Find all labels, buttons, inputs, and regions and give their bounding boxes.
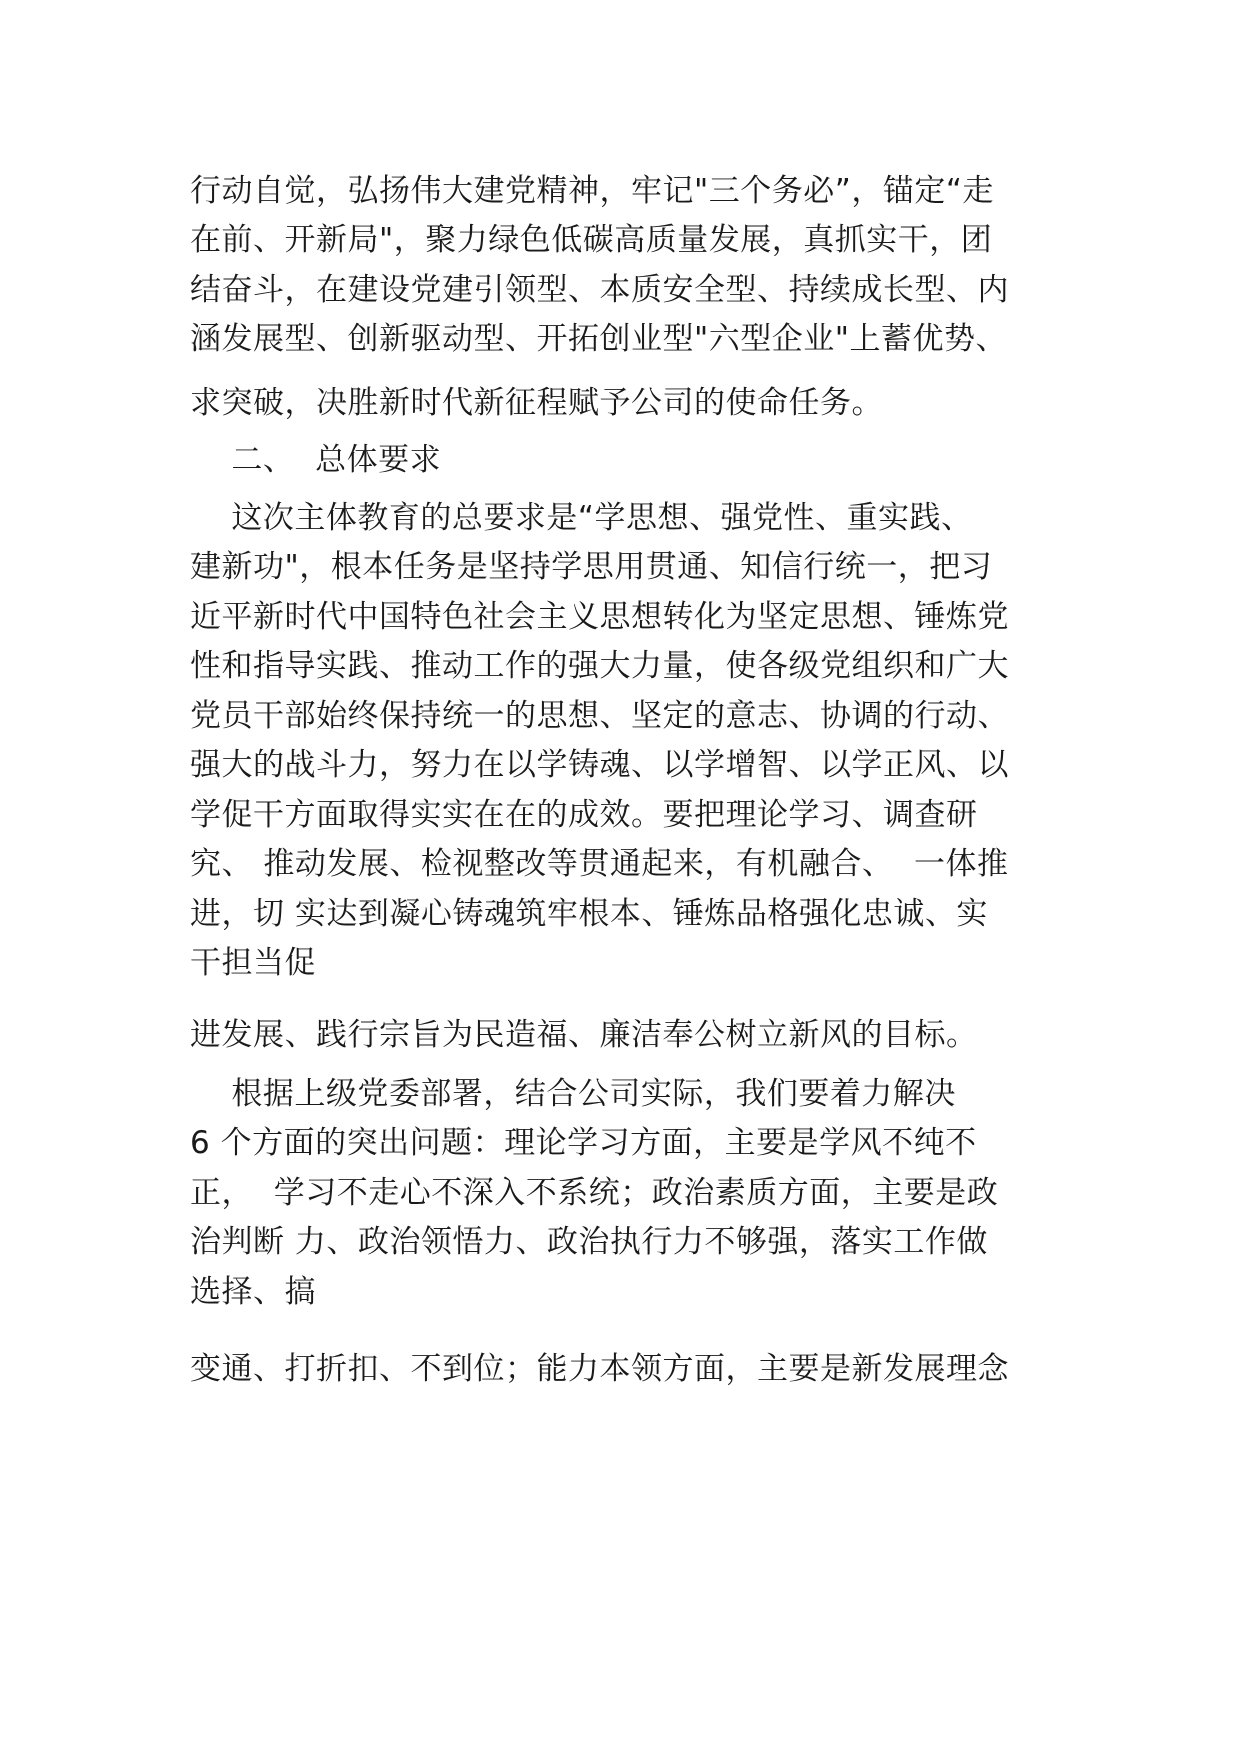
text-line: 性和指导实践、推动工作的强大力量，使各级党组织和广大: [190, 648, 1009, 684]
text-line: 党员干部始终保持统一的思想、坚定的意志、协调的行动、: [190, 698, 1009, 734]
text-line: 正， 学习不走心不深入不系统；政治素质方面，主要是政: [190, 1175, 999, 1211]
text-line: 干担当促: [190, 945, 316, 981]
text-line: 行动自觉，弘扬伟大建党精神，牢记"三个务必”，锚定“走: [190, 173, 994, 209]
text-line: 求突破，决胜新时代新征程赋予公司的使命任务。: [190, 385, 883, 421]
text-line: 6 个方面的突出问题：理论学习方面，主要是学风不纯不: [190, 1125, 977, 1161]
text-line: 进发展、践行宗旨为民造福、廉洁奉公树立新风的目标。: [190, 1017, 978, 1053]
section-heading: 二、 总体要求: [190, 442, 442, 478]
text-line: 结奋斗，在建设党建引领型、本质安全型、持续成长型、内: [190, 272, 1009, 308]
text-line: 学促干方面取得实实在在的成效。要把理论学习、调查研: [190, 797, 978, 833]
text-line: 究、 推动发展、检视整改等贯通起来，有机融合、 一体推: [190, 846, 1009, 882]
text-line: 近平新时代中国特色社会主义思想转化为坚定思想、锤炼党: [190, 599, 1009, 635]
text-line: 这次主体教育的总要求是“学思想、强党性、重实践、: [190, 500, 973, 536]
text-line: 涵发展型、创新驱动型、开拓创业型"六型企业"上蓄优势、: [190, 321, 1008, 357]
text-line: 选择、搞: [190, 1274, 316, 1310]
text-line: 变通、打折扣、不到位；能力本领方面，主要是新发展理念: [190, 1351, 1009, 1387]
text-line: 在前、开新局"，聚力绿色低碳高质量发展，真抓实干，团: [190, 222, 993, 258]
text-line: 强大的战斗力，努力在以学铸魂、以学增智、以学正风、以: [190, 747, 1009, 783]
text-line: 进，切 实达到凝心铸魂筑牢根本、锤炼品格强化忠诚、实: [190, 896, 988, 932]
text-line: 治判断 力、政治领悟力、政治执行力不够强，落实工作做: [190, 1224, 988, 1260]
text-line: 建新功"，根本任务是坚持学思用贯通、知信行统一，把习: [190, 549, 993, 585]
text-line: 根据上级党委部署，结合公司实际，我们要着力解决: [190, 1076, 956, 1112]
